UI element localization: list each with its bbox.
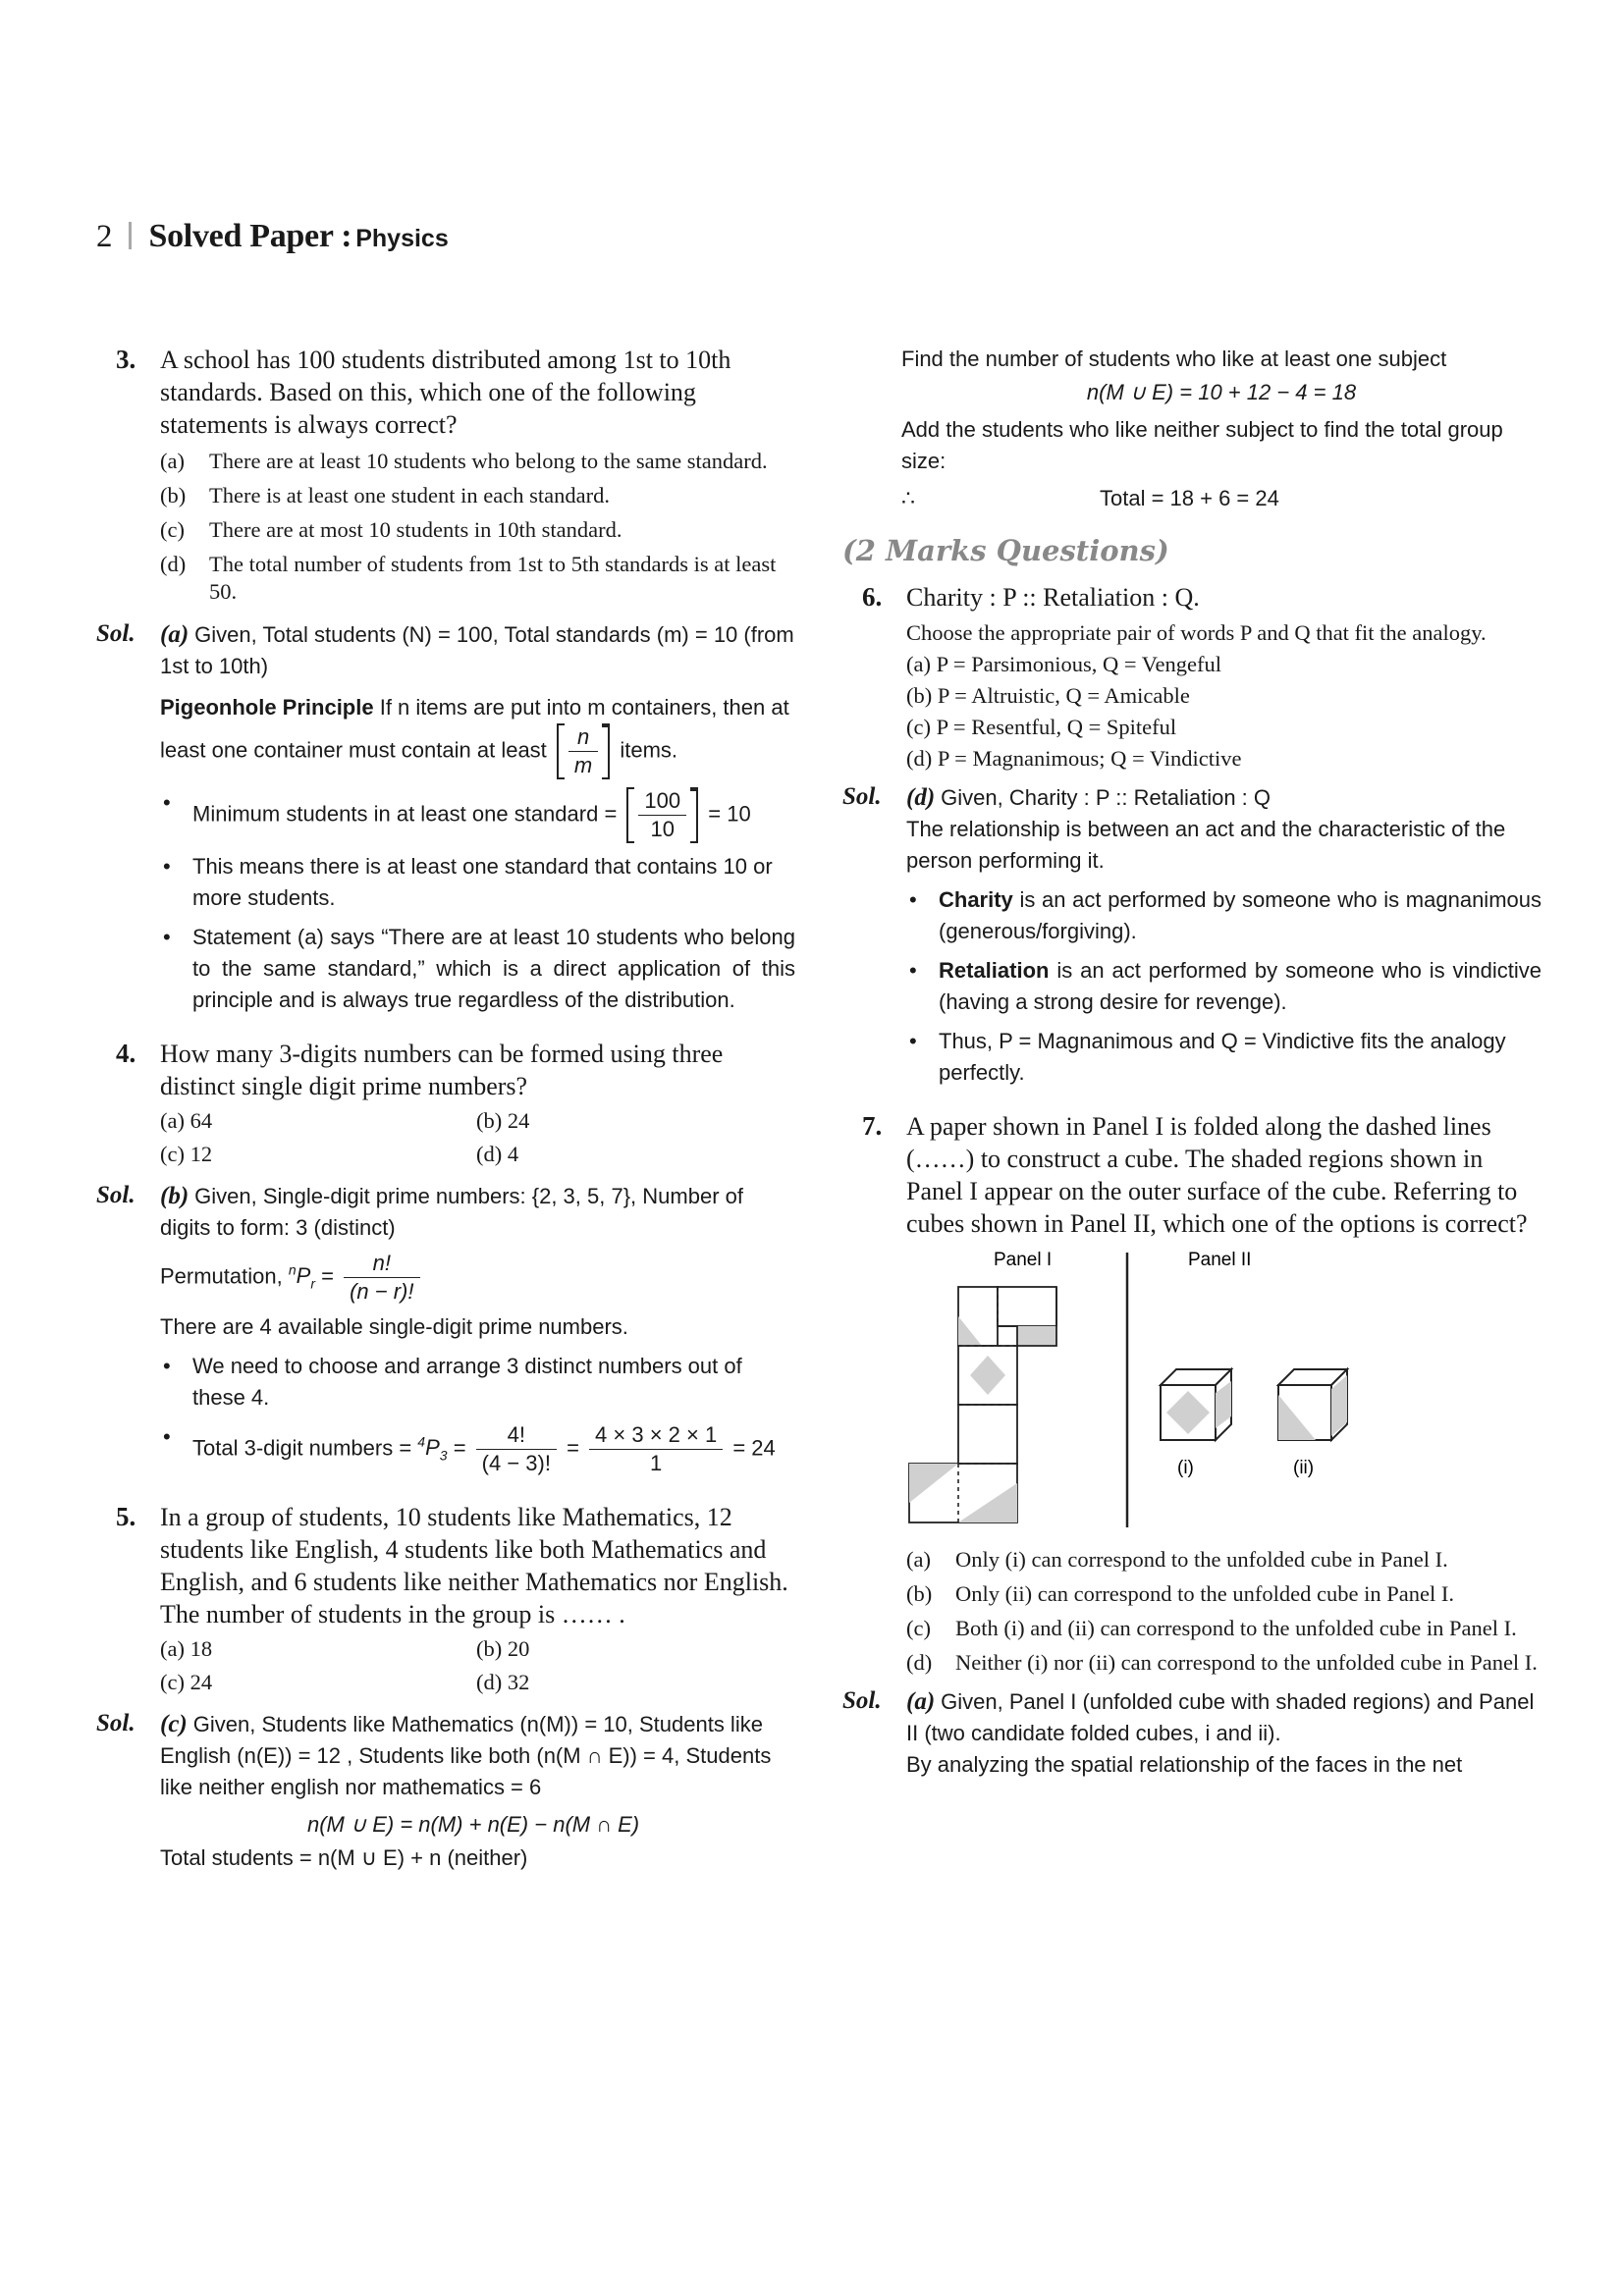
cube-ii-label: (ii) (1293, 1458, 1315, 1478)
option-d: (d) P = Magnanimous; Q = Vindictive (906, 746, 1242, 771)
bullet: • This means there is at least one standard that contains 10 or more students. (96, 851, 795, 914)
question-4: 4. How many 3-digits numbers can be formed using three distinct single digit prime numbers? (116, 1039, 724, 1100)
solution-line: The relationship is between an act and the characteristic of the person performing it. (906, 817, 1506, 873)
equation: n(M ∪ E) = n(M) + n(E) − n(M ∩ E) (307, 1812, 640, 1837)
option-b: (b) P = Altruistic, Q = Amicable (906, 683, 1190, 708)
solution-3: Sol. (a) Given, Total students (N) = 100, Total standards (m) = 10 (from 1st to 10th) (96, 620, 794, 678)
equation: ∴ Total = 18 + 6 = 24 (901, 486, 1279, 510)
solution-line: There are 4 available single-digit prime numbers. (160, 1314, 628, 1339)
bullet: • Charity is an act performed by someone who is magnanimous (generous/forgiving). (842, 884, 1542, 947)
option-c: (c) Both (i) and (ii) can correspond to the unfolded cube in Panel I. (906, 1616, 1517, 1640)
solution-line: By analyzing the spatial relationship of the faces in the net (906, 1752, 1463, 1777)
cube-i-label: (i) (1177, 1458, 1194, 1478)
panel-2-label: Panel II (1188, 1250, 1252, 1270)
permutation-formula: Permutation, $^nP_r$ = $\frac{n!}{(n - r)!}$ (96, 1250, 795, 1306)
question-5-options: (a) 18 (b) 20 (c) 24 (d) 32 (160, 1636, 530, 1694)
solution-answer: (a) (160, 621, 189, 648)
solution-line: Add the students who like neither subject to find the total group size: (901, 417, 1503, 473)
equation: Total students = n(M ∪ E) + n (neither) (160, 1845, 528, 1870)
section-heading: (2 Marks Questions) (842, 534, 1169, 567)
solution-7: Sol. (a) Given, Panel I (unfolded cube with shaded regions) and Panel II (two candidate folded cubes, i and ii). (842, 1687, 1535, 1745)
header-divider (129, 222, 132, 249)
question-6: 6. Charity : P :: Retaliation : Q. (862, 582, 1200, 612)
bullet: • We need to choose and arrange 3 distinct numbers out of these 4. (96, 1351, 795, 1414)
panel-1-label: Panel I (994, 1250, 1053, 1270)
question-4-options: (a) 64 (b) 24 (c) 12 (d) 4 (160, 1108, 530, 1166)
question-7-options (842, 1546, 1542, 1677)
option-b: (b) Only (ii) can correspond to the unfolded cube in Panel I. (906, 1581, 1454, 1606)
question-instruction: Choose the appropriate pair of words P and Q that fit the analogy. (906, 620, 1487, 645)
bullet: • Minimum students in at least one standard = $\frac{100}{10}$ = 10 (96, 787, 795, 843)
left-column (96, 344, 795, 1874)
page-number: 2 (96, 219, 113, 254)
question-5: 5. In a group of students, 10 students like Mathematics, 12 students like English, 4 students like both Mathematics and English, and 6 students like neither Mathematics nor English. The number of students in the group is …… . (116, 1502, 788, 1629)
pigeonhole-principle: Pigeonhole Principle If n items are put into m containers, then at least one container must contain at least $\frac{n}{m}$ items. (160, 695, 789, 777)
option-d: (d) The total number of students from 1st to 5th standards is at least 50. (160, 552, 777, 604)
option-a: (a) P = Parsimonious, Q = Vengeful (906, 652, 1221, 676)
question-3-options (96, 448, 795, 606)
bullet: • Retaliation is an act performed by someone who is vindictive (having a strong desire for revenge). (842, 955, 1542, 1018)
solution-line: Find the number of students who like at least one subject (901, 347, 1447, 371)
question-7: 7. A paper shown in Panel I is folded along the dashed lines (……) to construct a cube. The shaded regions shown in Panel I appear on the outer surface of the cube. Referring to cubes shown in Panel II, which one of the options is correct? (862, 1111, 1528, 1238)
unfolded-cube-net (909, 1287, 1056, 1522)
equation: n(M ∪ E) = 10 + 12 − 4 = 18 (1086, 380, 1357, 404)
header-subject: Physics (355, 225, 449, 252)
solution-5: Sol. (c) Given, Students like Mathematics (n(M)) = 10, Students like English (n(E)) = 12 , Students like both (n(M ∩ E)) = 4, Students like neither english nor mathematics = 6 (96, 1710, 772, 1799)
solution-6: Sol. (d) Given, Charity : P :: Retaliation : Q (842, 783, 1271, 811)
bullet: • Statement (a) says “There are at least 10 students who belong to the same standard,” which is a direct application of this principle and is always true regardless of the distribution. (96, 922, 795, 1016)
page-header (96, 218, 449, 255)
right-column (842, 344, 1542, 1781)
question-number: 3. (116, 345, 136, 374)
cube-net-figure (903, 1248, 1414, 1532)
option-b: (b) There is at least one student in each standard. (160, 483, 610, 507)
question-text: A school has 100 students distributed among 1st to 10th standards. Based on this, which one of the following statements is always correct? (160, 346, 731, 439)
bullet: • Thus, P = Magnanimous and Q = Vindictive fits the analogy perfectly. (842, 1026, 1542, 1089)
question-3 (96, 344, 795, 441)
solution-4: Sol. (b) Given, Single-digit prime numbers: {2, 3, 5, 7}, Number of digits to form: 3 (distinct) (96, 1182, 743, 1240)
option-a: (a) Only (i) can correspond to the unfolded cube in Panel I. (906, 1547, 1448, 1572)
option-c: (c) There are at most 10 students in 10th standard. (160, 517, 622, 542)
header-title: Solved Paper : (148, 218, 352, 254)
option-c: (c) P = Resentful, Q = Spiteful (906, 715, 1177, 739)
option-d: (d) Neither (i) nor (ii) can correspond to the unfolded cube in Panel I. (906, 1650, 1538, 1675)
cube-ii (1278, 1369, 1347, 1440)
bullet: • Total 3-digit numbers = $^4P_3$ = $\frac{4!}{(4 - 3)!}$ = $\frac{4 \times 3 \times 2 \times 1}{1}$ = 24 (96, 1421, 795, 1477)
cube-i (1161, 1369, 1231, 1440)
option-a: (a) There are at least 10 students who belong to the same standard. (160, 449, 768, 473)
